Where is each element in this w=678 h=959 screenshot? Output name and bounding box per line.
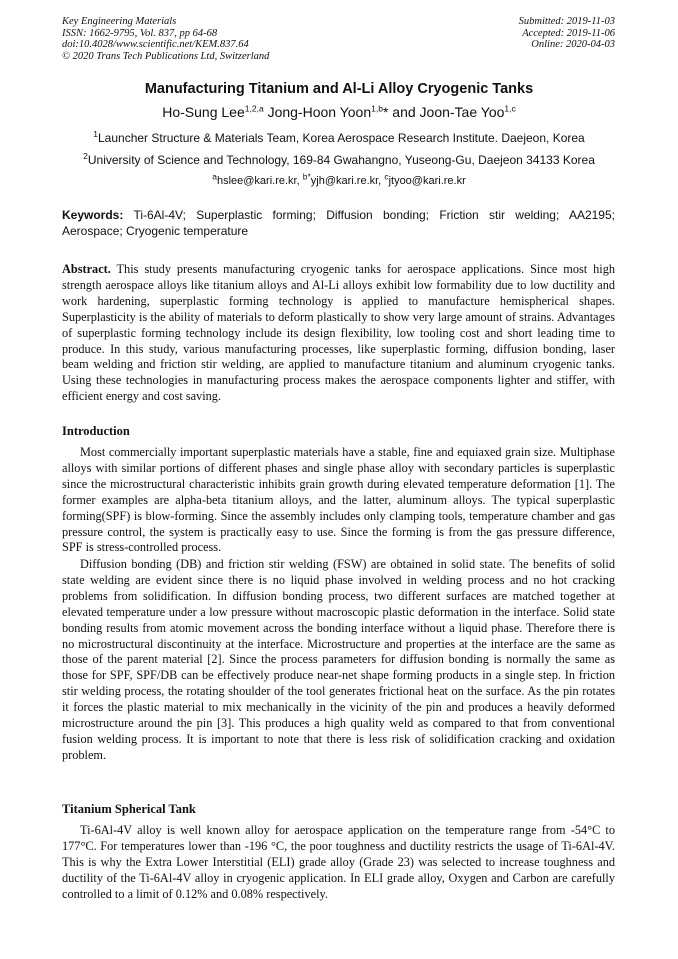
email-address: yjh@kari.re.kr, [310, 175, 382, 187]
affiliation [0, 153, 678, 167]
author-conjunction: and [392, 104, 416, 120]
paragraph: Most commercially important superplastic materials have a stable, fine and equiaxed grain size. Multiphase alloys with similar portions of different phases and single phase alloy with secondary particles is superplastic since the microstructural characteristic inhibits grain growth during elevated temperature deformation [1]. The former examples are alpha-beta titanium alloys, and the latter, aluminum alloys. The typical superplastic forming(SPF) is blow-forming. Since the assembly includes only clamping tools, temperature chamber and gas pressure control, the system is practically easy to use. Since the forming is from the gas pressure difference, SPF is stress-controlled process. [62, 445, 615, 555]
author-superscript: 1,2,a [244, 103, 264, 114]
keywords-text: Ti-6Al-4V; Superplastic forming; Diffusion bonding; Friction stir welding; AA2195; Aerospace; Cryogenic temperature [62, 208, 615, 238]
paper-title: Manufacturing Titanium and Al-Li Alloy Cryogenic Tanks [144, 81, 534, 97]
email-address: hslee@kari.re.kr, [216, 175, 300, 187]
journal-name: Key Engineering Materials [62, 16, 177, 27]
journal-doi: doi:10.4028/www.scientific.net/KEM.837.64 [62, 39, 249, 50]
email-superscript: a [212, 171, 217, 182]
affiliation-text: University of Science and Technology, 169-84 Gwahangno, Yuseong-Gu, Daejeon 34133 Korea [87, 153, 595, 167]
email-superscript: c [384, 171, 389, 182]
corresponding-mark: * [382, 104, 389, 120]
affiliation-superscript: 1 [93, 129, 98, 139]
journal-header [62, 16, 269, 62]
section-heading-titanium-tank: Titanium Spherical Tank [62, 802, 196, 816]
section-heading-introduction: Introduction [62, 424, 130, 438]
author-superscript: 1,b [371, 103, 383, 114]
affiliation-text: Launcher Structure & Materials Team, Korea Aerospace Research Institute. Daejeon, Korea [98, 131, 585, 145]
keywords-label: Keywords: [62, 208, 124, 222]
author-list [0, 104, 678, 120]
paragraph: Ti-6Al-4V alloy is well known alloy for aerospace application on the temperature range from -54°C to 177°C. For temperatures lower than -196 °C, the poor toughness and ductility restricts the usage of Ti-6Al-4V. This is why the Extra Lower Interstitial (ELI) grade alloy (Grade 23) was selected to increase toughness and ductility of the Ti-6Al-4V alloy in cryogenic application. In ELI grade alloy, Oxygen and Carbon are carefully controlled to a limit of 0.12% and 0.08% respectively. [62, 823, 615, 901]
email-superscript: b* [302, 171, 311, 182]
submitted-date: Submitted: 2019-11-03 [518, 16, 615, 27]
email-address: jtyoo@kari.re.kr [388, 175, 466, 187]
author-superscript: 1,c [504, 103, 516, 114]
keywords-block [62, 208, 615, 239]
publication-dates [519, 16, 615, 51]
abstract [62, 262, 615, 405]
author-emails [0, 171, 678, 187]
author-name: Joon-Tae Yoo [419, 104, 505, 120]
journal-copyright: © 2020 Trans Tech Publications Ltd, Switzerland [62, 50, 270, 62]
abstract-text: This study presents manufacturing cryogenic tanks for aerospace applications. Since most high strength aerospace alloys like titanium alloys and Al-Li alloys exhibit low formability due to low ductility and work hardening, superplastic forming technology is applied to manufacture hemispherical shapes. Superplasticity is the ability of materials to deform plastically to show very large amount of strains. Advantages of superplastic forming technology include its design flexibility, low tooling cost and short leading time to produce. In this study, various manufacturing processes, like superplastic forming, diffusion bonding, laser beam welding and friction stir welding, are applied to manufacture titanium and aluminum cryogenic tanks. Using these technologies in manufacturing process makes the aerospace components lighter and stiffer, with efficient energy and cost saving. [62, 262, 615, 404]
paragraph: Diffusion bonding (DB) and friction stir welding (FSW) are obtained in solid state. The benefits of solid state welding are evident since there is no liquid phase involved in welding process and no hot cracking problems from solidification. In diffusion bonding process, two different surfaces are matched together at elevated temperature under a low pressure without macroscopic plastic deformation in the interface. Solid state bonding results from atomic movement across the bonding interface without a liquid phase. Therefore there is no microstructural discontinuity at the interface. Microstructure and properties at the interface are the same as those of the parent material [2]. Since the process parameters for diffusion bonding is normally the same as those for SPF, SPF/DB can be effectively produce near-net shape forming products in a single step. In friction stir welding process, the rotating shoulder of the tool generates frictional heat on the surface. As the pin rotates it forces the plastic material to mix mechanically in the vicinity of the pin and produces a heavily deformed microstructure around the pin [3]. This produces a high quality weld as compared to that from conventional fusion welding process. It is important to note that there is less risk of solidification cracking and oxidation problem. [62, 557, 615, 762]
author-name: Jong-Hoon Yoon [267, 104, 372, 120]
affiliation [0, 131, 678, 145]
author-name: Ho-Sung Lee [162, 104, 245, 120]
journal-issn: ISSN: 1662-9795, Vol. 837, pp 64-68 [62, 27, 218, 39]
online-date: Online: 2020-04-03 [531, 39, 615, 50]
accepted-date: Accepted: 2019-11-06 [522, 27, 615, 39]
abstract-label: Abstract. [62, 262, 111, 276]
affiliation-superscript: 2 [83, 151, 88, 161]
